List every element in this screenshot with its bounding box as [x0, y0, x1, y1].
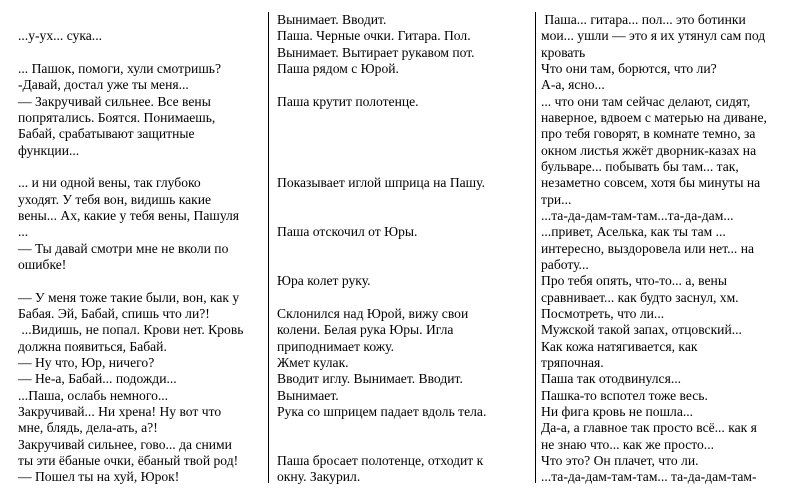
text-line: Паша так отодвинулся... [541, 371, 682, 387]
text-line: — Ты давай смотри мне не вколи по [18, 240, 229, 256]
text-line: Как кожа натягивается, как [541, 338, 698, 354]
text-line: Мужской такой запах, отцовский... [541, 322, 742, 338]
text-line: Рука со шприцем падает вдоль тела. [277, 403, 487, 419]
text-line: Паша. Черные очки. Гитара. Пол. [277, 28, 471, 44]
script-column-monologue [541, 12, 795, 486]
text-line: Жмет кулак. [277, 354, 349, 370]
text-line [18, 45, 260, 61]
text-line: три... [541, 191, 572, 207]
text-line: Показывает иглой шприца на Пашу. [277, 175, 485, 191]
text-line: ...у-ух... сука... [18, 28, 102, 44]
text-line: сравнивает... как будто заснул, хм. [541, 289, 739, 305]
text-line: попрятались. Боятся. Понимаешь, [18, 109, 216, 125]
text-line: вены... Ах, какие у тебя вены, Пашуля [18, 207, 240, 223]
column-divider-right [535, 12, 536, 483]
text-line: ... [18, 224, 29, 240]
text-line: функции... [18, 142, 80, 158]
text-line: Паша крутит полотенце. [277, 93, 419, 109]
text-line: интересно, выздоровела или нет... на [541, 240, 755, 256]
text-line: окном листья жжёт дворник-казах на [541, 142, 757, 158]
text-line: — Пошел ты на хуй, Юрок! [18, 469, 180, 485]
text-line: ... и ни одной вены, так глубоко [18, 175, 201, 191]
text-line [18, 12, 260, 28]
text-line: должна появиться, Бабай. [18, 338, 167, 354]
column-divider-left [268, 12, 269, 483]
text-line [277, 126, 527, 142]
text-line: наверное, вдвоем с матерью на диване, [541, 109, 767, 125]
text-line: Паша бросает полотенце, отходит к [277, 452, 484, 468]
text-line: Бабай, срабатывают защитные [18, 126, 195, 142]
text-line [277, 290, 527, 306]
text-line [277, 257, 527, 273]
text-line: Пашка-то вспотел тоже весь. [541, 387, 708, 403]
text-line: — Не-а, Бабай... подожди... [18, 371, 177, 387]
text-line [18, 273, 260, 289]
text-line: Юра колет руку. [277, 273, 371, 289]
text-line: — Закручивай сильнее. Все вены [18, 93, 211, 109]
text-line [277, 437, 527, 453]
text-line: — Ну что, Юр, ничего? [18, 354, 155, 370]
text-line: про тебя говорят, в комнате темно, за [541, 126, 756, 142]
text-line: мне, блядь, дела-ать, а?! [18, 420, 158, 436]
text-line: Закручивай сильнее, гово... да сними [18, 436, 232, 452]
text-line: колени. Белая рука Юры. Игла [277, 322, 454, 338]
text-line: ты эти ёбаные очки, ёбаный твой род! [18, 452, 239, 468]
text-line [277, 208, 527, 224]
script-column-action [277, 12, 527, 486]
text-line: ошибке! [18, 256, 67, 272]
text-line: -Давай, достал уже ты меня... [18, 77, 189, 93]
text-line: уходят. У тебя вон, видишь какие [18, 191, 212, 207]
text-line [277, 143, 527, 159]
text-line: Про тебя опять, что-то... а, вены [541, 273, 727, 289]
text-line: мои... ушли — это я их утянул сам под [541, 28, 766, 44]
text-line: Паша отскочил от Юры. [277, 224, 418, 240]
text-line: Закручивай... Ни хрена! Ну вот что [18, 403, 222, 419]
text-line: работу... [541, 256, 589, 272]
text-line [277, 110, 527, 126]
text-line: Вынимает. [277, 387, 339, 403]
text-line: — У меня тоже такие были, вон, как у [18, 289, 240, 305]
text-line: Что это? Он плачет, что ли. [541, 452, 699, 468]
text-line: Вводит иглу. Вынимает. Вводит. [277, 371, 463, 387]
text-line: ... Пашок, помоги, хули смотришь? [18, 60, 222, 76]
text-line: Вынимает. Вытирает рукавом пот. [277, 44, 475, 60]
text-line: Что они там, борются, что ли? [541, 60, 717, 76]
text-line: Паша рядом с Юрой. [277, 60, 399, 76]
text-line: Да-а, а главное так просто всё... как я [541, 420, 757, 436]
text-line [277, 77, 527, 93]
text-line: Посмотреть, что ли... [541, 305, 665, 321]
text-line: бульваре... побывать бы там... так, [541, 158, 739, 174]
text-line [277, 159, 527, 175]
text-line: Вынимает. Вводит. [277, 12, 387, 27]
text-line: ...та-да-дам-там-там...та-да-дам... [541, 207, 734, 223]
text-line [18, 159, 260, 175]
text-line: ... что они там сейчас делают, сидят, [541, 93, 751, 109]
text-line: Паша... гитара... пол... это ботинки [541, 12, 746, 27]
text-line: ...Видишь, не попал. Крови нет. Кровь [18, 322, 244, 338]
text-line: окну. Закурил. [277, 469, 361, 485]
text-line: ...Паша, ослабь немного... [18, 387, 169, 403]
text-line: Бабая. Эй, Бабай, спишь что ли?! [18, 305, 210, 321]
text-line: ...та-да-дам-там-там... та-да-дам-там- [541, 469, 757, 485]
text-line: кровать [541, 44, 586, 60]
text-line: незаметно совсем, хотя бы минуты на [541, 175, 761, 191]
text-line: Склонился над Юрой, вижу свои [277, 305, 469, 321]
text-line: не знаю что... как же просто... [541, 436, 715, 452]
text-line: ...привет, Аселька, как ты там ... [541, 224, 726, 240]
text-line [277, 241, 527, 257]
text-line [277, 420, 527, 436]
text-line [277, 192, 527, 208]
text-line: А-а, ясно... [541, 77, 605, 93]
script-column-dialogue [18, 12, 260, 486]
text-line: приподнимает кожу. [277, 338, 395, 354]
text-line: Ни фига кровь не пошла... [541, 403, 694, 419]
text-line: тряпочная. [541, 354, 604, 370]
